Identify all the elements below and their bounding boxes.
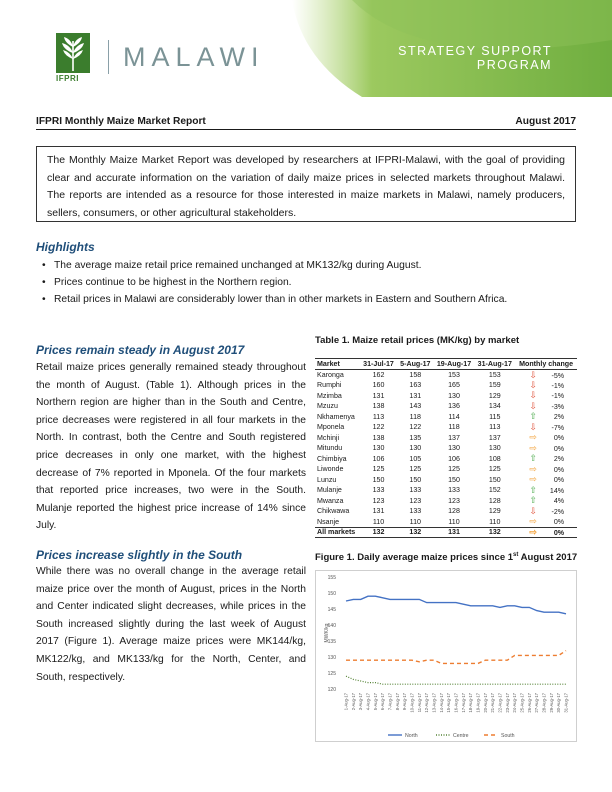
price-cell: 131 (372, 507, 385, 516)
price-cell: 106 (372, 454, 385, 463)
change-cell (515, 422, 577, 433)
change-value: -1% (551, 392, 565, 401)
price-cell: 130 (448, 444, 460, 453)
y-axis-label: MWK/kg (324, 623, 330, 643)
arrow-down-icon: ⇩ (529, 505, 537, 516)
price-cell: 108 (488, 454, 501, 463)
price-cell: 165 (448, 381, 460, 390)
change-cell (515, 517, 577, 528)
legend-label: North (405, 733, 418, 739)
price-cell: 138 (372, 402, 385, 411)
price-cell: 110 (489, 517, 501, 526)
price-cell: 130 (372, 444, 385, 453)
highlights-list (40, 257, 580, 308)
report-title: IFPRI Monthly Maize Market Report (36, 116, 206, 127)
ifpri-logo-text: IFPRI (56, 74, 79, 83)
change-cell (515, 485, 577, 496)
arrow-right-icon: ⇨ (529, 474, 537, 485)
market-name: Liwonde (317, 465, 344, 474)
price-cell: 122 (372, 423, 385, 432)
price-cell: 159 (488, 381, 501, 390)
market-name: Chikwawa (317, 507, 350, 516)
arrow-right-icon: ⇨ (529, 442, 537, 453)
price-cell: 150 (448, 475, 460, 484)
x-tick-label: 16-Aug-17 (453, 693, 459, 713)
table-row (315, 380, 577, 391)
table-row (315, 496, 577, 507)
table-row (315, 433, 577, 444)
market-name: Lunzu (317, 475, 337, 484)
price-cell: 130 (448, 391, 460, 400)
price-cell: 128 (488, 496, 501, 505)
arrow-right-icon: ⇨ (529, 516, 537, 526)
market-name: Chimbiya (317, 454, 347, 463)
market-name: Rumphi (317, 381, 342, 390)
price-cell: 163 (409, 381, 422, 390)
price-cell: 131 (434, 527, 475, 538)
y-tick-label: 140 (327, 623, 336, 629)
report-header (0, 0, 612, 100)
x-tick-label: 14-Aug-17 (438, 693, 444, 713)
change-cell (515, 506, 577, 517)
x-tick-label: 10-Aug-17 (409, 693, 415, 713)
price-cell: 125 (448, 465, 460, 474)
section2-body: While there was no overall change in the average retail maize price over the month of August, prices in the North and Center indicated slight decreases, while prices in the South increased slightly during the last week of August 2017 (Figure 1). Average maize prices were MK144/kg, MK122/kg, and MK133/kg for the North, Center, and South, respectively. (36, 566, 306, 683)
change-cell (515, 370, 577, 381)
change-cell (515, 412, 577, 423)
price-cell: 118 (448, 423, 460, 432)
intro-box: The Monthly Maize Market Report was developed by researchers at IFPRI-Malawi, with the goal of providing clear and accurate information on the variation of daily maize prices in selected markets throughout Malawi. The reports are intended as a resource for those interested in maize markets in Malawi, namely producers, sellers, consumers, or other agricultural stakeholders. (36, 146, 576, 222)
price-cell: 138 (372, 433, 385, 442)
market-name: Mponela (317, 423, 345, 432)
change-cell (515, 380, 577, 391)
price-cell: 132 (397, 527, 434, 538)
x-tick-label: 20-Aug-17 (482, 693, 488, 713)
change-cell (515, 433, 577, 444)
x-tick-label: 17-Aug-17 (460, 693, 466, 713)
table-body (315, 370, 577, 538)
highlight-item: • Prices continue to be highest in the Northern region. (40, 274, 580, 291)
price-cell: 137 (448, 433, 460, 442)
change-value: 0% (553, 518, 565, 526)
price-cell: 115 (489, 412, 501, 421)
change-value: 4% (553, 497, 565, 506)
x-tick-label: 23-Aug-17 (504, 693, 510, 713)
market-name: Mitundu (317, 444, 343, 453)
arrow-up-icon: ⇧ (529, 453, 537, 464)
price-cell: 106 (448, 454, 460, 463)
price-cell: 130 (488, 444, 501, 453)
col-header: 31-Jul-17 (360, 359, 397, 370)
price-cell: 133 (409, 507, 422, 516)
table-row (315, 464, 577, 475)
change-cell (515, 391, 577, 402)
col-header: 31-Aug-17 (474, 359, 515, 370)
price-cell: 133 (448, 486, 460, 495)
arrow-down-icon: ⇩ (529, 400, 537, 411)
price-cell: 158 (409, 371, 422, 379)
col-header: 19-Aug-17 (434, 359, 475, 370)
arrow-down-icon: ⇩ (529, 390, 537, 401)
arrow-down-icon: ⇩ (529, 421, 537, 432)
market-name: Nsanje (317, 517, 340, 526)
table-row (315, 485, 577, 496)
y-tick-label: 120 (327, 687, 336, 693)
figure-title-prefix: Figure 1. Daily average maize prices since 1 (315, 552, 514, 564)
x-tick-label: 4-Aug-17 (365, 693, 371, 711)
figure-title (315, 552, 577, 563)
x-tick-label: 30-Aug-17 (556, 693, 562, 713)
x-tick-label: 18-Aug-17 (468, 693, 474, 713)
change-value: 2% (553, 455, 565, 464)
legend-label: Centre (453, 733, 469, 739)
x-tick-label: 3-Aug-17 (358, 693, 364, 711)
program-line-1: STRATEGY SUPPORT (398, 44, 552, 58)
figure-title-suffix: August 2017 (518, 552, 578, 564)
x-tick-label: 12-Aug-17 (424, 693, 430, 713)
arrow-right-icon: ⇨ (529, 463, 537, 474)
x-tick-label: 26-Aug-17 (526, 693, 532, 713)
price-cell: 122 (409, 423, 422, 432)
change-value: -5% (551, 371, 565, 380)
price-cell: 123 (372, 496, 385, 505)
title-bar (36, 114, 576, 130)
highlight-item: • The average maize retail price remained unchanged at MK132/kg during August. (40, 257, 580, 274)
price-cell: 130 (409, 444, 422, 453)
price-table (315, 358, 577, 538)
col-header: Market (315, 359, 360, 370)
price-cell: 150 (409, 475, 422, 484)
price-cell: 110 (409, 517, 421, 526)
change-cell (515, 464, 577, 475)
price-cell: 137 (488, 433, 501, 442)
x-tick-label: 19-Aug-17 (475, 693, 481, 713)
market-name: Mwanza (317, 496, 344, 505)
price-cell: 118 (409, 412, 421, 421)
price-cell: 123 (448, 496, 460, 505)
price-cell: 150 (488, 475, 501, 484)
y-tick-label: 150 (327, 591, 336, 597)
change-value: -7% (551, 423, 565, 432)
program-line-2: PROGRAM (476, 58, 552, 72)
x-tick-label: 7-Aug-17 (387, 693, 393, 711)
section2-title: Prices increase slightly in the South (36, 548, 243, 562)
market-name: All markets (315, 527, 360, 538)
y-tick-label: 130 (327, 655, 336, 661)
change-value: 0% (553, 476, 565, 485)
table-row (315, 370, 577, 381)
section1-body: Retail maize prices generally remained steady throughout the month of August. (Table 1). Although prices in the Northern region are higher than in the South and Centre, price decreases were registered in all four markets in the North. In contrast, both the Centre and South registered price decreases in only one market, with the highest decrease of 7% reported in Mponela. Of the four markets that reported price increases, two were in the South. Mulanje reported the highest price increase of 14% since July. (36, 362, 306, 532)
x-tick-label: 6-Aug-17 (380, 693, 386, 711)
y-tick-label: 155 (327, 575, 336, 581)
x-tick-label: 29-Aug-17 (548, 693, 554, 713)
table-row (315, 454, 577, 465)
market-name: Mzuzu (317, 402, 338, 411)
x-tick-label: 31-Aug-17 (563, 693, 569, 713)
table-row (315, 506, 577, 517)
price-cell: 143 (409, 402, 422, 411)
arrow-up-icon: ⇧ (529, 484, 537, 495)
price-cell: 132 (474, 527, 515, 538)
arrow-right-icon: ⇨ (529, 526, 537, 537)
x-tick-label: 13-Aug-17 (431, 693, 437, 713)
price-cell: 125 (372, 465, 385, 474)
x-tick-label: 22-Aug-17 (497, 693, 503, 713)
change-value: 2% (553, 413, 565, 422)
price-cell: 125 (409, 465, 422, 474)
table-row (315, 412, 577, 423)
change-cell (515, 454, 577, 465)
table-row (315, 517, 577, 528)
market-name: Nkhamenya (317, 412, 355, 421)
legend-label: South (501, 733, 515, 739)
price-cell: 114 (448, 412, 460, 421)
col-header: 5-Aug-17 (397, 359, 434, 370)
x-tick-label: 5-Aug-17 (372, 693, 378, 711)
table-total-row (315, 527, 577, 538)
change-cell (515, 527, 577, 538)
market-name: Mulanje (317, 486, 342, 495)
change-value: 14% (549, 486, 565, 495)
x-tick-label: 9-Aug-17 (402, 693, 408, 711)
change-value: 0% (553, 434, 565, 443)
price-cell: 153 (448, 371, 460, 379)
price-cell: 162 (372, 371, 385, 379)
arrow-up-icon: ⇧ (529, 495, 537, 506)
brand-malawi: MALAWI (123, 42, 265, 72)
y-tick-label: 145 (327, 607, 336, 613)
price-cell: 129 (488, 507, 501, 516)
price-chart (315, 570, 577, 742)
price-cell: 150 (372, 475, 385, 484)
price-cell: 153 (488, 371, 501, 379)
table-row (315, 391, 577, 402)
price-cell: 113 (489, 423, 501, 432)
price-cell: 110 (372, 517, 385, 526)
price-cell: 160 (372, 381, 385, 390)
market-name: Karonga (317, 371, 344, 379)
table-row (315, 422, 577, 433)
price-cell: 133 (409, 486, 422, 495)
price-cell: 135 (409, 433, 422, 442)
table-header-row (315, 359, 577, 370)
market-name: Mchinji (317, 433, 340, 442)
price-cell: 133 (372, 486, 385, 495)
price-cell: 136 (448, 402, 460, 411)
change-value: 0% (553, 444, 565, 453)
price-cell: 131 (409, 391, 422, 400)
series-line-south (346, 651, 566, 664)
ifpri-wheat-icon (56, 33, 90, 73)
price-cell: 131 (372, 391, 385, 400)
change-cell (515, 496, 577, 507)
change-value: -2% (551, 507, 565, 516)
table-title: Table 1. Maize retail prices (MK/kg) by market (315, 335, 520, 346)
y-tick-label: 125 (327, 671, 336, 677)
price-cell: 134 (488, 402, 501, 411)
arrow-right-icon: ⇨ (529, 432, 537, 443)
price-cell: 105 (409, 454, 422, 463)
price-cell: 113 (372, 412, 385, 421)
table-row (315, 475, 577, 486)
col-header: Monthly change (515, 359, 577, 370)
price-cell: 152 (488, 486, 501, 495)
change-value: -3% (551, 402, 565, 411)
x-tick-label: 28-Aug-17 (541, 693, 547, 713)
arrow-up-icon: ⇧ (529, 411, 537, 422)
program-name (398, 44, 552, 72)
x-tick-label: 11-Aug-17 (416, 693, 422, 713)
x-tick-label: 21-Aug-17 (490, 693, 496, 713)
highlight-item: • Retail prices in Malawi are considerably lower than in other markets in Eastern and Southern Africa. (40, 291, 580, 308)
price-cell: 129 (488, 391, 501, 400)
price-cell: 110 (448, 517, 460, 526)
logo-divider (108, 40, 109, 74)
price-chart-svg (316, 571, 578, 743)
figure-title-sup: st (513, 552, 519, 558)
x-tick-label: 24-Aug-17 (512, 693, 518, 713)
y-tick-label: 135 (327, 639, 336, 645)
price-cell: 128 (448, 507, 460, 516)
price-cell: 123 (409, 496, 422, 505)
x-tick-label: 8-Aug-17 (394, 693, 400, 711)
x-tick-label: 15-Aug-17 (446, 693, 452, 713)
x-tick-label: 25-Aug-17 (519, 693, 525, 713)
report-date: August 2017 (515, 116, 576, 127)
change-cell (515, 401, 577, 412)
price-cell: 125 (488, 465, 501, 474)
x-tick-label: 2-Aug-17 (350, 693, 356, 711)
series-line-centre (346, 676, 566, 684)
x-tick-label: 27-Aug-17 (534, 693, 540, 713)
table-row (315, 401, 577, 412)
change-value: 0% (553, 528, 565, 537)
change-cell (515, 443, 577, 454)
section1-title: Prices remain steady in August 2017 (36, 343, 245, 357)
highlights-title: Highlights (36, 240, 95, 254)
market-name: Mzimba (317, 391, 342, 400)
change-cell (515, 475, 577, 486)
price-cell: 132 (360, 527, 397, 538)
change-value: 0% (553, 465, 565, 474)
series-line-north (346, 596, 566, 614)
arrow-down-icon: ⇩ (529, 379, 537, 390)
x-tick-label: 1-Aug-17 (343, 693, 349, 711)
arrow-down-icon: ⇩ (529, 369, 537, 380)
table-row (315, 443, 577, 454)
change-value: -1% (551, 381, 565, 390)
